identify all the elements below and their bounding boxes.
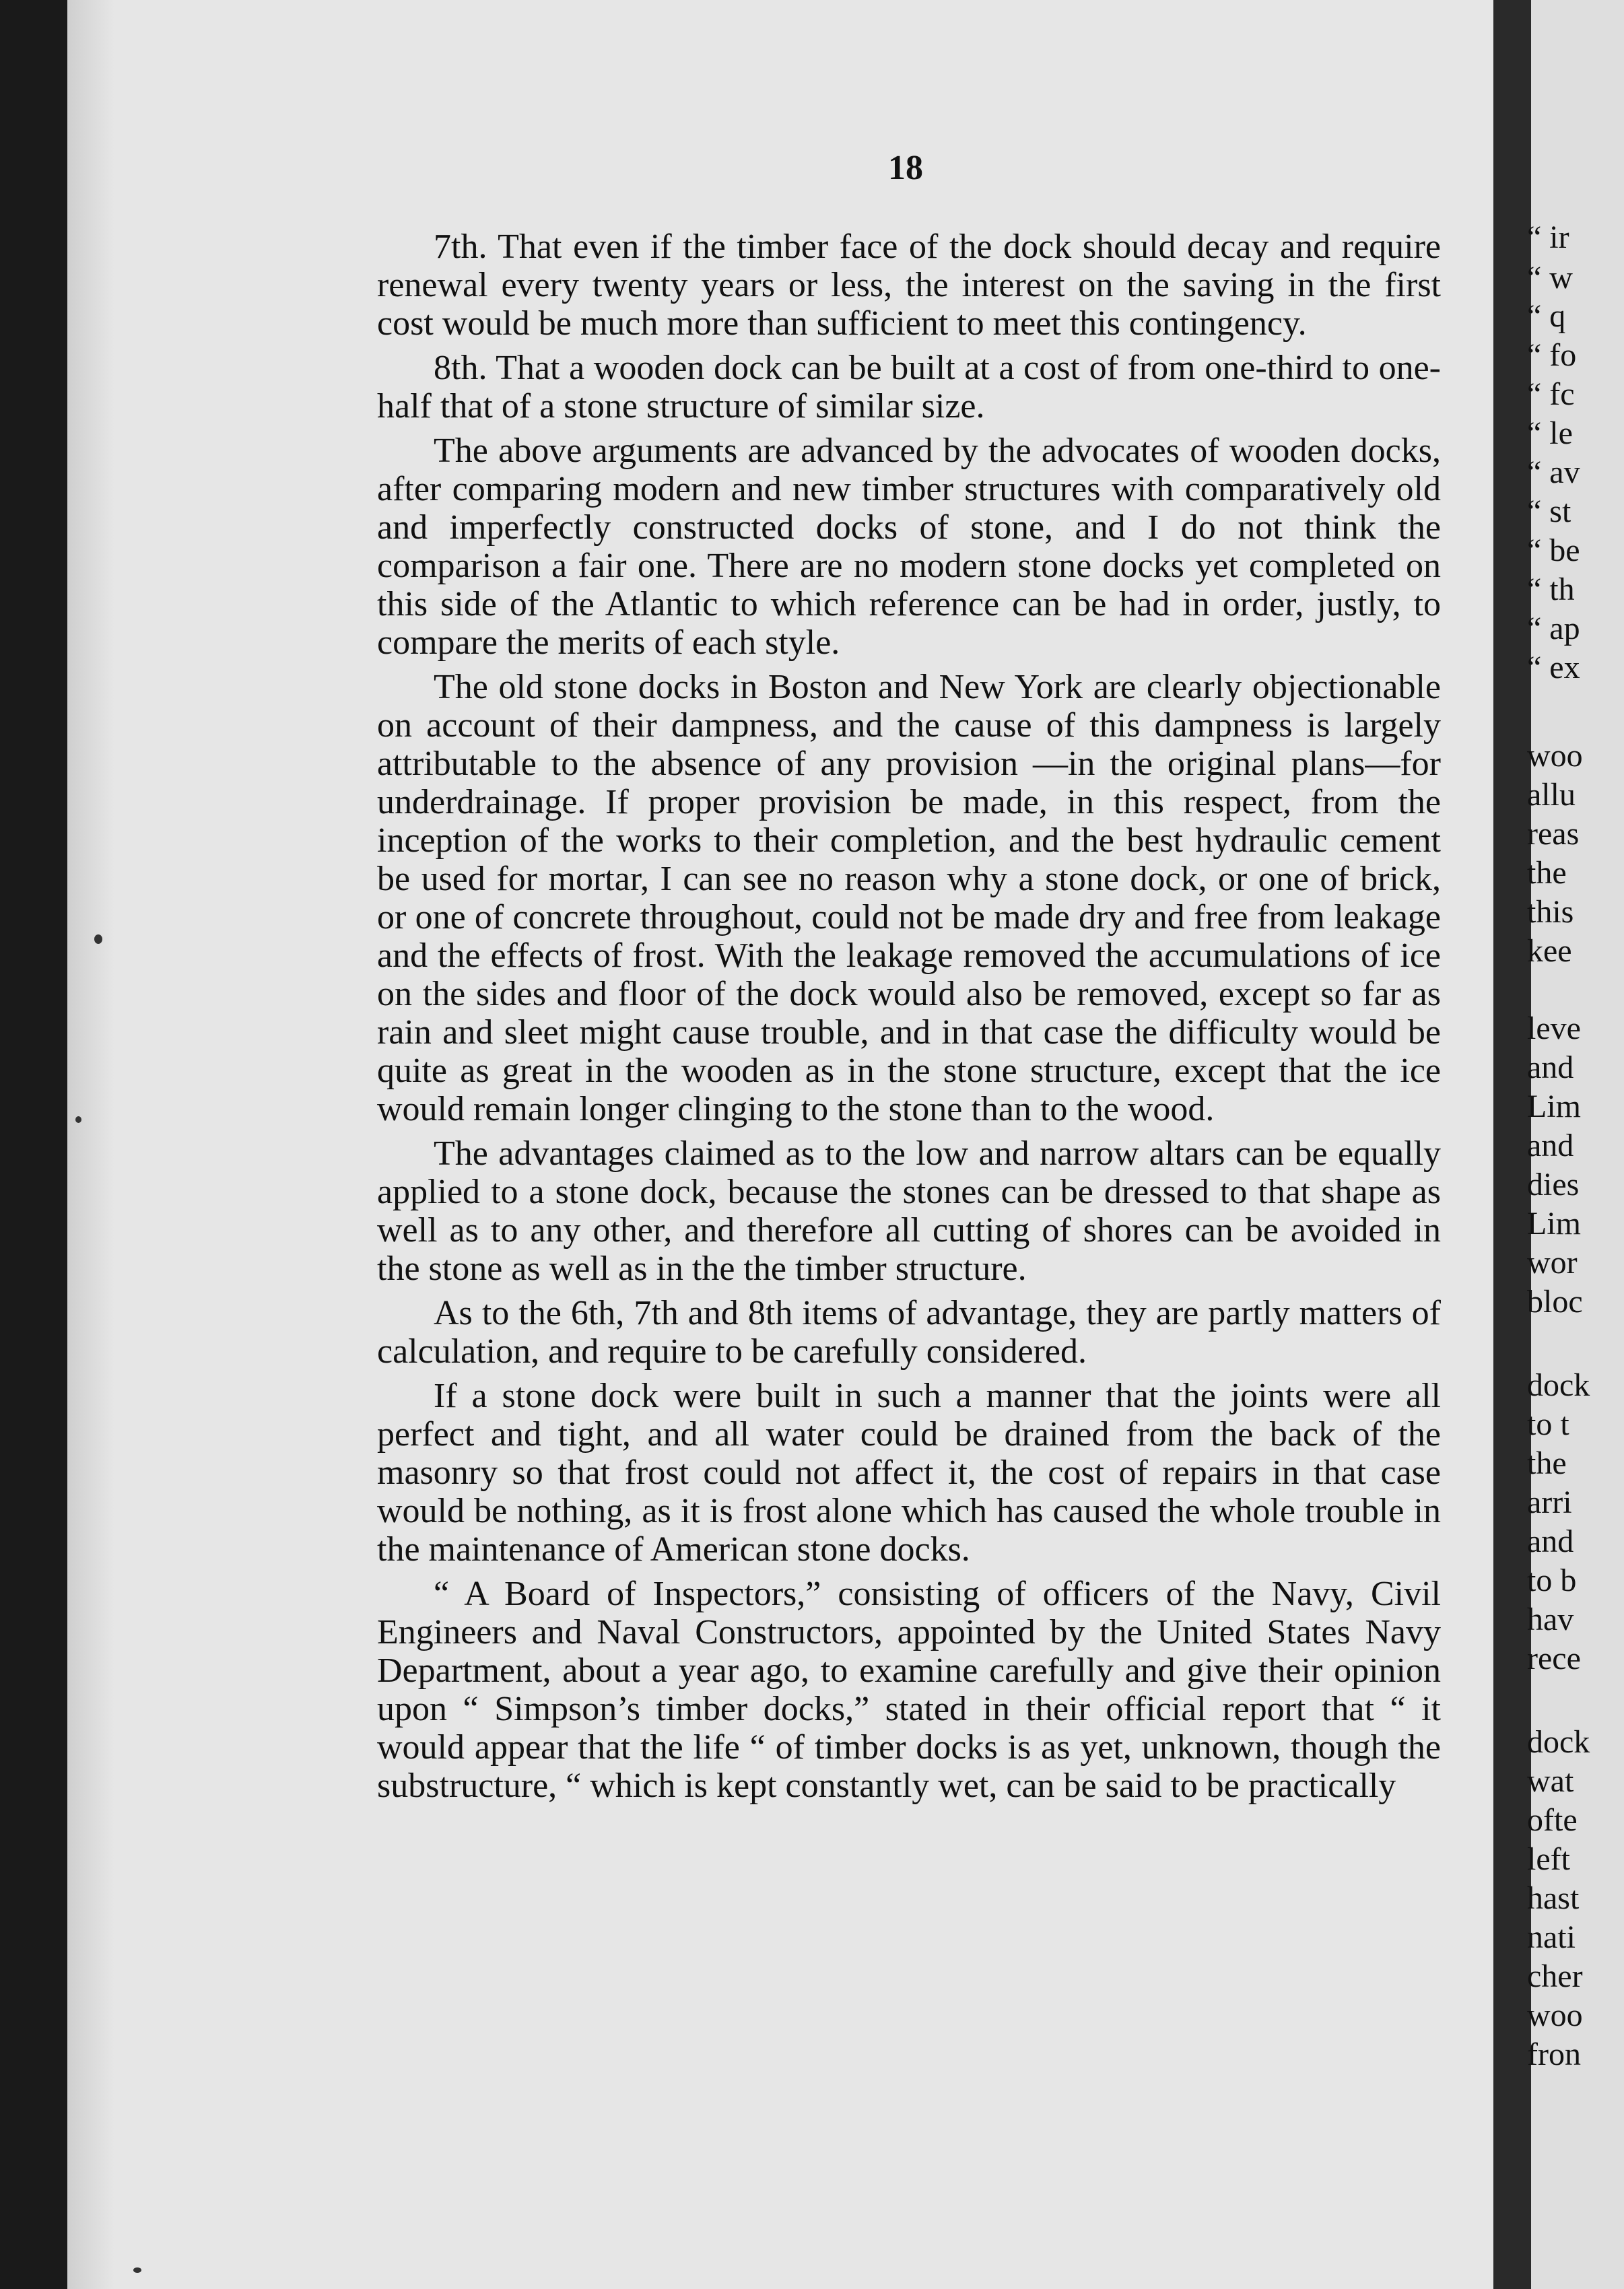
fragment-line: and xyxy=(1527,1050,1574,1085)
fragment-line: cher xyxy=(1527,1958,1583,1994)
fragment-line: and xyxy=(1527,1524,1574,1559)
fragment-line: “ ex xyxy=(1527,650,1580,685)
paragraph-arguments: The above arguments are advanced by the advocates of wooden docks, after comparing modern and new timber structures with comparatively old and imperfectly constructed docks of stone, and I do not think the comparison a fair one. There are no modern stone docks yet completed on this side of the Atlantic to which reference can be had in order, justly, to compare the merits of each style. xyxy=(377,432,1441,662)
fragment-line: ofte xyxy=(1527,1802,1578,1838)
fragment-line: reas xyxy=(1527,816,1580,852)
paragraph-7th: 7th. That even if the timber face of the dock should decay and require renewal every twenty years or less, the interest on the saving in the first cost would be much more than sufficient to meet this contingency. xyxy=(377,228,1441,343)
fragment-line: “ ir xyxy=(1527,219,1569,255)
fragment-line: woo xyxy=(1527,1997,1583,2033)
fragment-line: kee xyxy=(1527,933,1572,969)
fragment-line: dies xyxy=(1527,1167,1580,1202)
fragment-line: this xyxy=(1527,894,1574,930)
paragraph-altars: The advantages claimed as to the low and narrow altars can be equally applied to a stone dock, because the stones can be dressed to that shape as well as to any other, and therefore all cutting of shores can be avoided in the stone as well as in the the timber structure. xyxy=(377,1134,1441,1288)
paragraph-items-advantage: As to the 6th, 7th and 8th items of advantage, they are partly matters of calculation, and require to be carefully considered. xyxy=(377,1294,1441,1371)
fragment-line: “ ap xyxy=(1527,611,1580,646)
fragment-line: rece xyxy=(1527,1641,1581,1676)
fragment-line: to t xyxy=(1527,1406,1569,1442)
fragment-line: the xyxy=(1527,855,1567,891)
fragment-line: wat xyxy=(1527,1763,1574,1799)
fragment-line: to b xyxy=(1527,1563,1577,1598)
fragment-line: “ av xyxy=(1527,454,1580,490)
paragraph-board-of-inspectors: “ A Board of Inspectors,” consisting of officers of the Navy, Civil Engineers and Naval Constructors, appointed by the United States Navy Department, about a year ago, to examine carefully and give their opinion upon “ Simpson’s timber docks,” stated in their official report that “ it would appear that the life “ of timber docks is as yet, unknown, though the substructure, “ which is kept constantly wet, can be said to be practically xyxy=(377,1575,1441,1805)
fragment-line: wor xyxy=(1527,1245,1578,1280)
fragment-line: Lim xyxy=(1527,1206,1581,1241)
fragment-line: hav xyxy=(1527,1602,1574,1637)
right-page-fragments xyxy=(1527,0,1624,2289)
fragment-line: leve xyxy=(1527,1011,1581,1046)
paragraph-8th: 8th. That a wooden dock can be built at a cost of from one-third to one-half that of a stone structure of similar size. xyxy=(377,349,1441,425)
fragment-line: “ q xyxy=(1527,298,1566,334)
fragment-line: hast xyxy=(1527,1880,1580,1916)
fragment-line: dock xyxy=(1527,1367,1590,1403)
body-text xyxy=(377,228,1441,1811)
fragment-line: fron xyxy=(1527,2037,1581,2072)
fragment-line: left xyxy=(1527,1841,1570,1877)
dust-speck xyxy=(94,934,102,944)
paragraph-old-stone-docks: The old stone docks in Boston and New York are clearly objectionable on account of their dampness, and the cause of this dampness is largely attributable to the absence of any provision —in the original plans—for underdrainage. If proper provision be made, in this respect, from the inception of the works to their completion, and the best hydraulic cement be used for mortar, I can see no reason why a stone dock, or one of brick, or one of concrete throughout, could not be made dry and free from leakage and the effects of frost. With the leakage removed the accumulations of ice on the sides and floor of the dock would also be removed, except so far as rain and sleet might cause trouble, and in that case the difficulty would be quite as great in the wooden as in the stone structure, except that the ice would remain longer clinging to the stone than to the wood. xyxy=(377,668,1441,1128)
fragment-line: nati xyxy=(1527,1919,1576,1955)
paragraph-stone-dock-joints: If a stone dock were built in such a manner that the joints were all perfect and tight, and all water could be drained from the back of the masonry so that frost could not affect it, the cost of repairs in that case would be nothing, as it is frost alone which has caused the whole trouble in the maintenance of American stone docks. xyxy=(377,1377,1441,1569)
fragment-line: woo xyxy=(1527,738,1583,774)
fragment-line: “ st xyxy=(1527,493,1571,529)
fragment-line: dock xyxy=(1527,1724,1590,1760)
fragment-line: bloc xyxy=(1527,1284,1583,1320)
fragment-line: the xyxy=(1527,1445,1567,1481)
dust-speck xyxy=(75,1116,81,1123)
fragment-line: and xyxy=(1527,1128,1574,1163)
fragment-line: “ th xyxy=(1527,572,1575,607)
fragment-line: “ w xyxy=(1527,260,1573,296)
fragment-line: “ fc xyxy=(1527,376,1575,412)
fragment-line: “ le xyxy=(1527,415,1573,451)
fragment-line: Lim xyxy=(1527,1089,1581,1124)
book-gutter xyxy=(1493,0,1531,2289)
fragment-line: arri xyxy=(1527,1484,1572,1520)
page-number: 18 xyxy=(888,149,923,187)
fragment-line: “ fo xyxy=(1527,337,1577,373)
dust-speck xyxy=(133,2267,141,2273)
fragment-line: allu xyxy=(1527,777,1576,813)
fragment-line: “ be xyxy=(1527,533,1580,568)
